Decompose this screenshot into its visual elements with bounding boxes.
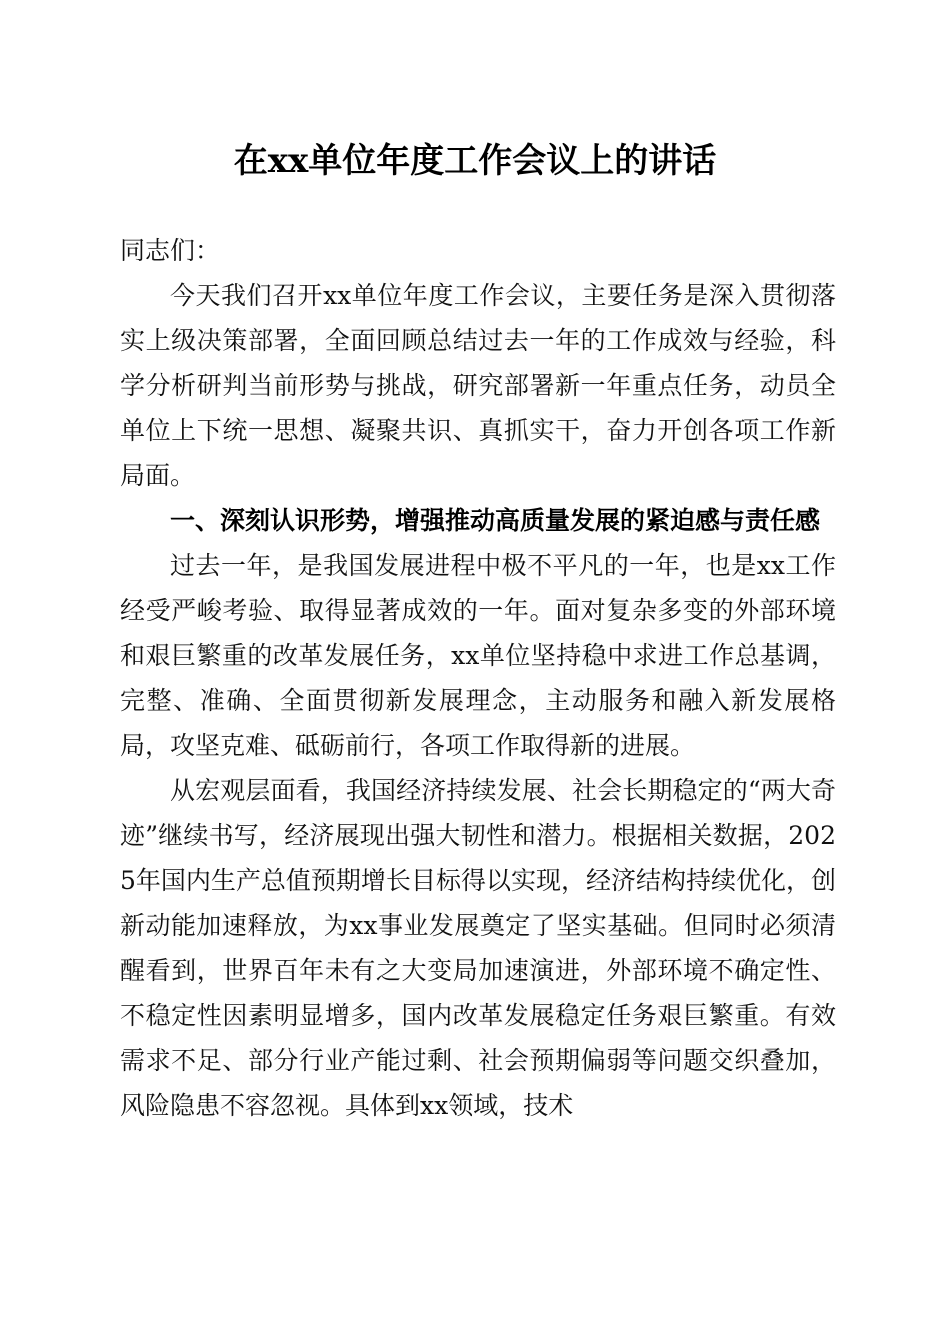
intro-paragraph: 今天我们召开xx单位年度工作会议，主要任务是深入贯彻落实上级决策部署，全面回顾总结过去一年的工作成效与经验，科学分析研判当前形势与挑战，研究部署新一年重点任务，动员全单位上下统一思想、凝聚共识、真抓实干，奋力开创各项工作新局面。 — [120, 281, 836, 490]
section-heading-1: 一、深刻认识形势，增强推动高质量发展的紧迫感与责任感 — [170, 506, 821, 535]
document-title: 在xx单位年度工作会议上的讲话 — [233, 141, 717, 181]
salutation: 同志们： — [120, 236, 221, 265]
paragraph-past-year: 过去一年，是我国发展进程中极不平凡的一年，也是xx工作经受严峻考验、取得显著成效的一年。面对复杂多变的外部环境和艰巨繁重的改革发展任务，xx单位坚持稳中求进工作总基调，完整、准确、全面贯彻新发展理念，主动服务和融入新发展格局，攻坚克难、砥砺前行，各项工作取得新的进展。 — [120, 551, 836, 760]
document-body — [120, 228, 836, 1128]
paragraph-macro-view: 从宏观层面看，我国经济持续发展、社会长期稳定的“两大奇迹”继续书写，经济展现出强大韧性和潜力。根据相关数据，2025年国内生产总值预期增长目标得以实现，经济结构持续优化，创新动能加速释放，为xx事业发展奠定了坚实基础。但同时必须清醒看到，世界百年未有之大变局加速演进，外部环境不确定性、不稳定性因素明显增多，国内改革发展稳定任务艰巨繁重。有效需求不足、部分行业产能过剩、社会预期偏弱等问题交织叠加，风险隐患不容忽视。具体到xx领域，技术 — [120, 776, 836, 1120]
